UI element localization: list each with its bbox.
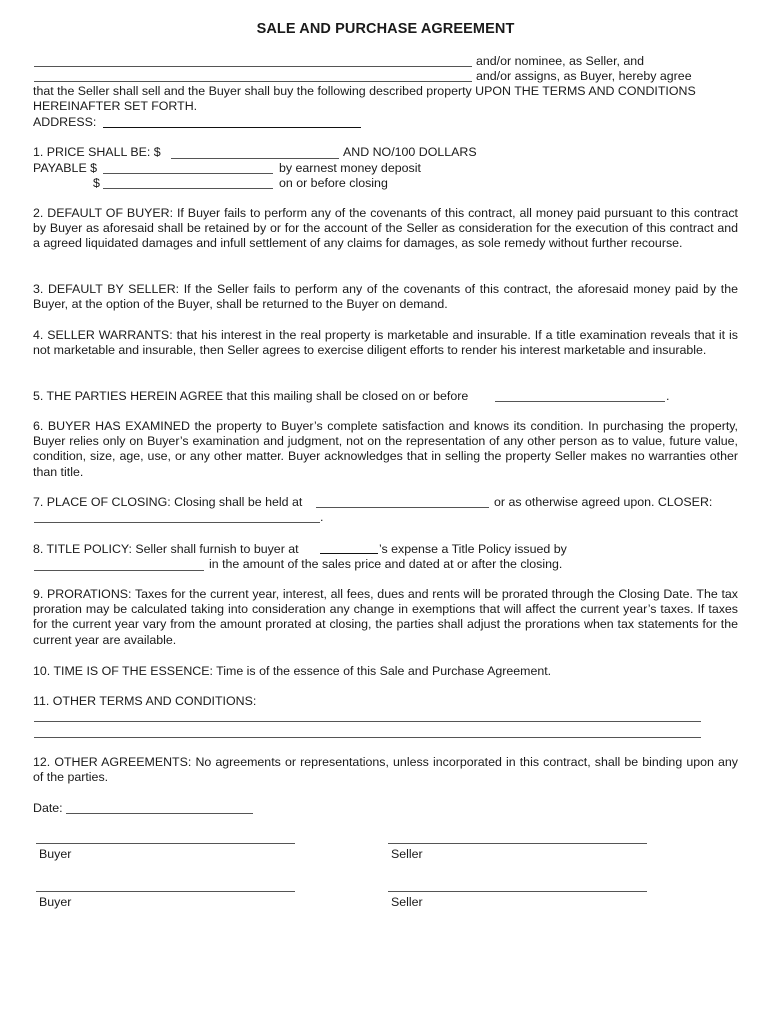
seller-signature-line-2[interactable] <box>388 891 647 892</box>
seller-signature-line-1[interactable] <box>388 843 647 844</box>
section-time-essence: 10. TIME IS OF THE ESSENCE: Time is of the essence of this Sale and Purchase Agreement. <box>33 664 552 678</box>
buyer-name-line[interactable] <box>34 81 472 82</box>
buyer-signature-line-1[interactable] <box>36 843 295 844</box>
section-title-policy: 8. TITLE POLICY: Seller shall furnish to buyer at <box>33 542 299 556</box>
address-label: ADDRESS: <box>33 115 97 129</box>
address-line[interactable] <box>103 127 361 128</box>
earnest-text: by earnest money deposit <box>279 161 421 175</box>
closer-label: or as otherwise agreed upon. CLOSER: <box>494 495 713 509</box>
closer-period: . <box>320 510 324 524</box>
closing-date-period: . <box>666 389 670 403</box>
buyer-signature-line-2[interactable] <box>36 891 295 892</box>
seller-label-2: Seller <box>391 895 423 909</box>
title-expense-line[interactable] <box>320 553 378 554</box>
seller-suffix-text: and/or nominee, as Seller, and <box>476 54 645 68</box>
closing-date-line[interactable] <box>495 401 665 402</box>
seller-name-line[interactable] <box>34 66 472 67</box>
section-default-of-buyer: 2. DEFAULT OF BUYER: If Buyer fails to perform any of the covenants of this contract, all money paid pursuant to this contract by Buyer as aforesaid shall be retained by or for the account of the Seller as consideration for the execution of this contract and a agreed liquidated damages and infull settlement of any claims for damages, as sole remedy without further recourse. <box>33 206 738 251</box>
buyer-label-2: Buyer <box>39 895 72 909</box>
section-closing-date: 5. THE PARTIES HEREIN AGREE that this mailing shall be closed on or before <box>33 389 469 403</box>
seller-label-1: Seller <box>391 847 423 861</box>
section-place-of-closing: 7. PLACE OF CLOSING: Closing shall be held at <box>33 495 303 509</box>
other-terms-line-1[interactable] <box>34 721 701 722</box>
section-seller-warrants: 4. SELLER WARRANTS: that his interest in the real property is marketable and insurable. If a title examination reveals that it is not marketable and insurable, then Seller agrees to exercise diligent efforts to render his interest marketable and insurable. <box>33 328 738 358</box>
payable-label: PAYABLE $ <box>33 161 98 175</box>
title-policy-amount: in the amount of the sales price and dated at or after the closing. <box>209 557 563 571</box>
other-terms-line-2[interactable] <box>34 737 701 738</box>
closer-line[interactable] <box>34 522 320 523</box>
price-line[interactable] <box>171 158 339 159</box>
closing-dollar: $ <box>93 176 100 190</box>
section-default-by-seller: 3. DEFAULT BY SELLER: If the Seller fails to perform any of the covenants of this contract, the aforesaid money paid by the Buyer, at the option of the Buyer, shall be returned to the Buyer on demand. <box>33 282 738 312</box>
closing-amount-line[interactable] <box>103 188 273 189</box>
title-issuer-line[interactable] <box>34 570 204 571</box>
buyer-suffix-text: and/or assigns, as Buyer, hereby agree <box>476 69 692 83</box>
section-other-terms: 11. OTHER TERMS AND CONDITIONS: <box>33 694 257 708</box>
price-label: 1. PRICE SHALL BE: $ <box>33 145 161 159</box>
section-buyer-examined: 6. BUYER HAS EXAMINED the property to Buyer’s complete satisfaction and knows its condition. In purchasing the property, Buyer relies only on Buyer’s examination and judgment, not on the representation of any other person as to value, future value, condition, size, age, use, or any other matter. Buyer acknowledges that in selling the property Seller makes no warranties other than title. <box>33 419 738 479</box>
intro-body-text: that the Seller shall sell and the Buyer shall buy the following described property UPON THE TERMS AND CONDITIONS HEREINAFTER SET FORTH. <box>33 84 696 114</box>
date-label: Date: <box>33 801 63 815</box>
earnest-amount-line[interactable] <box>103 173 273 174</box>
document-title: SALE AND PURCHASE AGREEMENT <box>256 21 515 37</box>
closing-place-line[interactable] <box>316 507 489 508</box>
section-other-agreements: 12. OTHER AGREEMENTS: No agreements or representations, unless incorporated in this contract, shall be binding upon any of the parties. <box>33 755 738 785</box>
buyer-label-1: Buyer <box>39 847 72 861</box>
closing-text: on or before closing <box>279 176 388 190</box>
section-prorations: 9. PRORATIONS: Taxes for the current year, interest, all fees, dues and rents will be prorated through the Closing Date. The tax proration may be calculated taking into consideration any change in exemptions that will affect the current year’s taxes. If taxes for the current year vary from the amount prorated at closing, the parties shall adjust the prorations when tax statements for the current year are available. <box>33 587 738 647</box>
title-policy-issued: ’s expense a Title Policy issued by <box>379 542 567 556</box>
price-suffix: AND NO/100 DOLLARS <box>343 145 477 159</box>
date-line[interactable] <box>66 813 253 814</box>
